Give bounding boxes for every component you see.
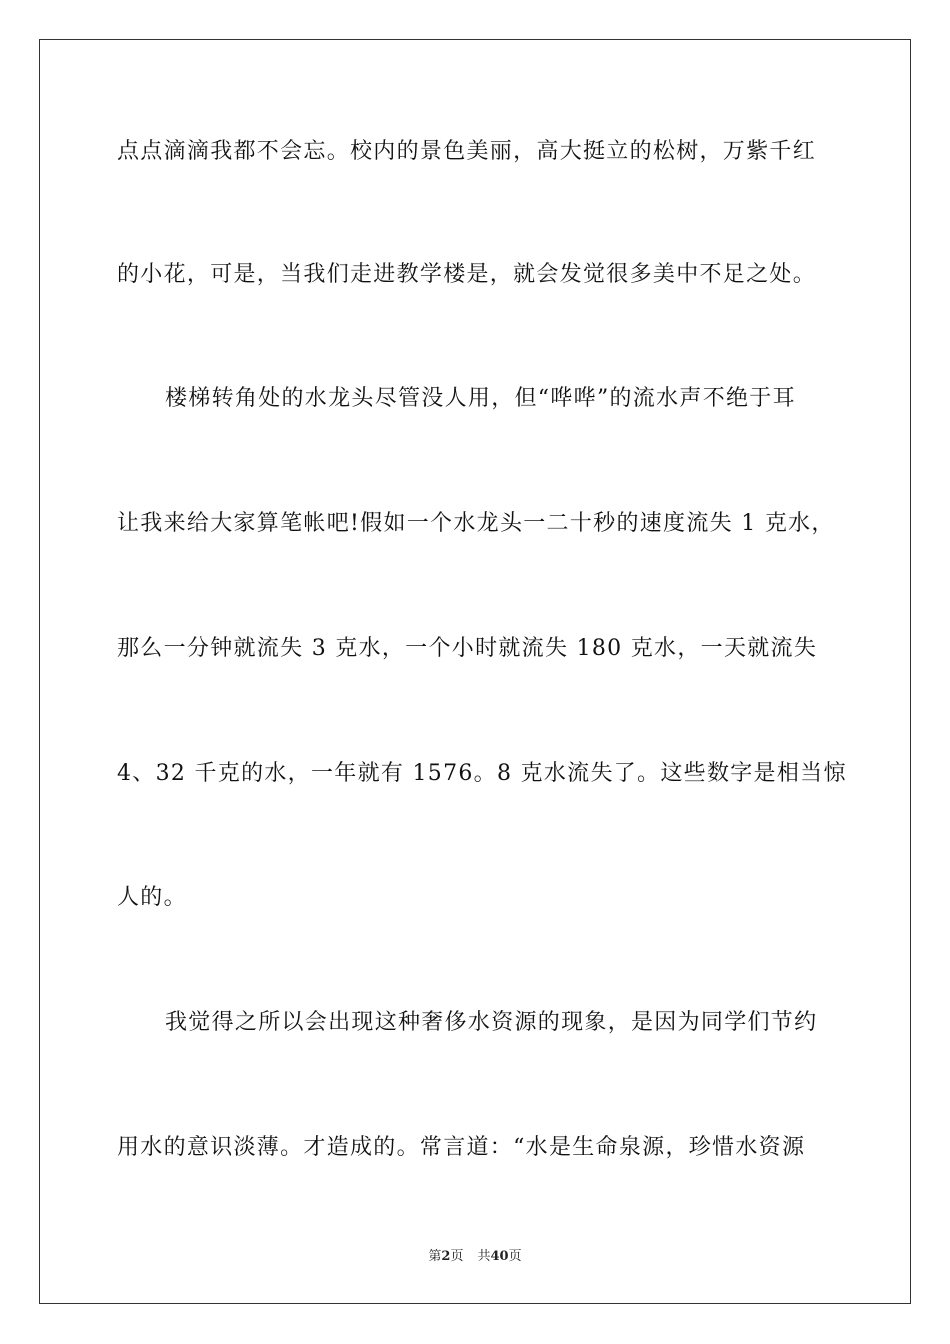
page-border <box>39 39 911 1304</box>
footer-total-unit: 页 <box>508 1249 522 1264</box>
footer-page-unit: 页 <box>450 1249 464 1264</box>
text-line-8: 我觉得之所以会出现这种奢侈水资源的现象，是因为同学们节约 <box>165 1010 818 1035</box>
text-line-5: 那么一分钟就流失 3 克水，一个小时就流失 180 克水，一天就流失 <box>117 636 818 661</box>
page-footer <box>0 1248 950 1266</box>
text-line-1: 点点滴滴我都不会忘。校内的景色美丽，高大挺立的松树，万紫千红 <box>117 139 817 164</box>
footer-page-total: 40 <box>490 1249 509 1264</box>
footer-page-prefix: 第 <box>428 1249 442 1264</box>
text-line-7: 人的。 <box>117 885 187 910</box>
text-line-3: 楼梯转角处的水龙头尽管没人用，但“哗哗”的流水声不绝于耳 <box>165 386 796 411</box>
text-line-4: 让我来给大家算笔帐吧!假如一个水龙头一二十秒的速度流失 1 克水， <box>117 511 835 536</box>
text-line-2: 的小花，可是，当我们走进教学楼是，就会发觉很多美中不足之处。 <box>117 262 817 287</box>
footer-total-prefix: 共 <box>477 1249 491 1264</box>
text-line-6: 4、32 千克的水，一年就有 1576。8 克水流失了。这些数字是相当惊 <box>117 761 847 786</box>
text-line-9: 用水的意识淡薄。才造成的。常言道：“水是生命泉源，珍惜水资源 <box>117 1135 806 1160</box>
footer-page-current: 2 <box>441 1249 451 1264</box>
